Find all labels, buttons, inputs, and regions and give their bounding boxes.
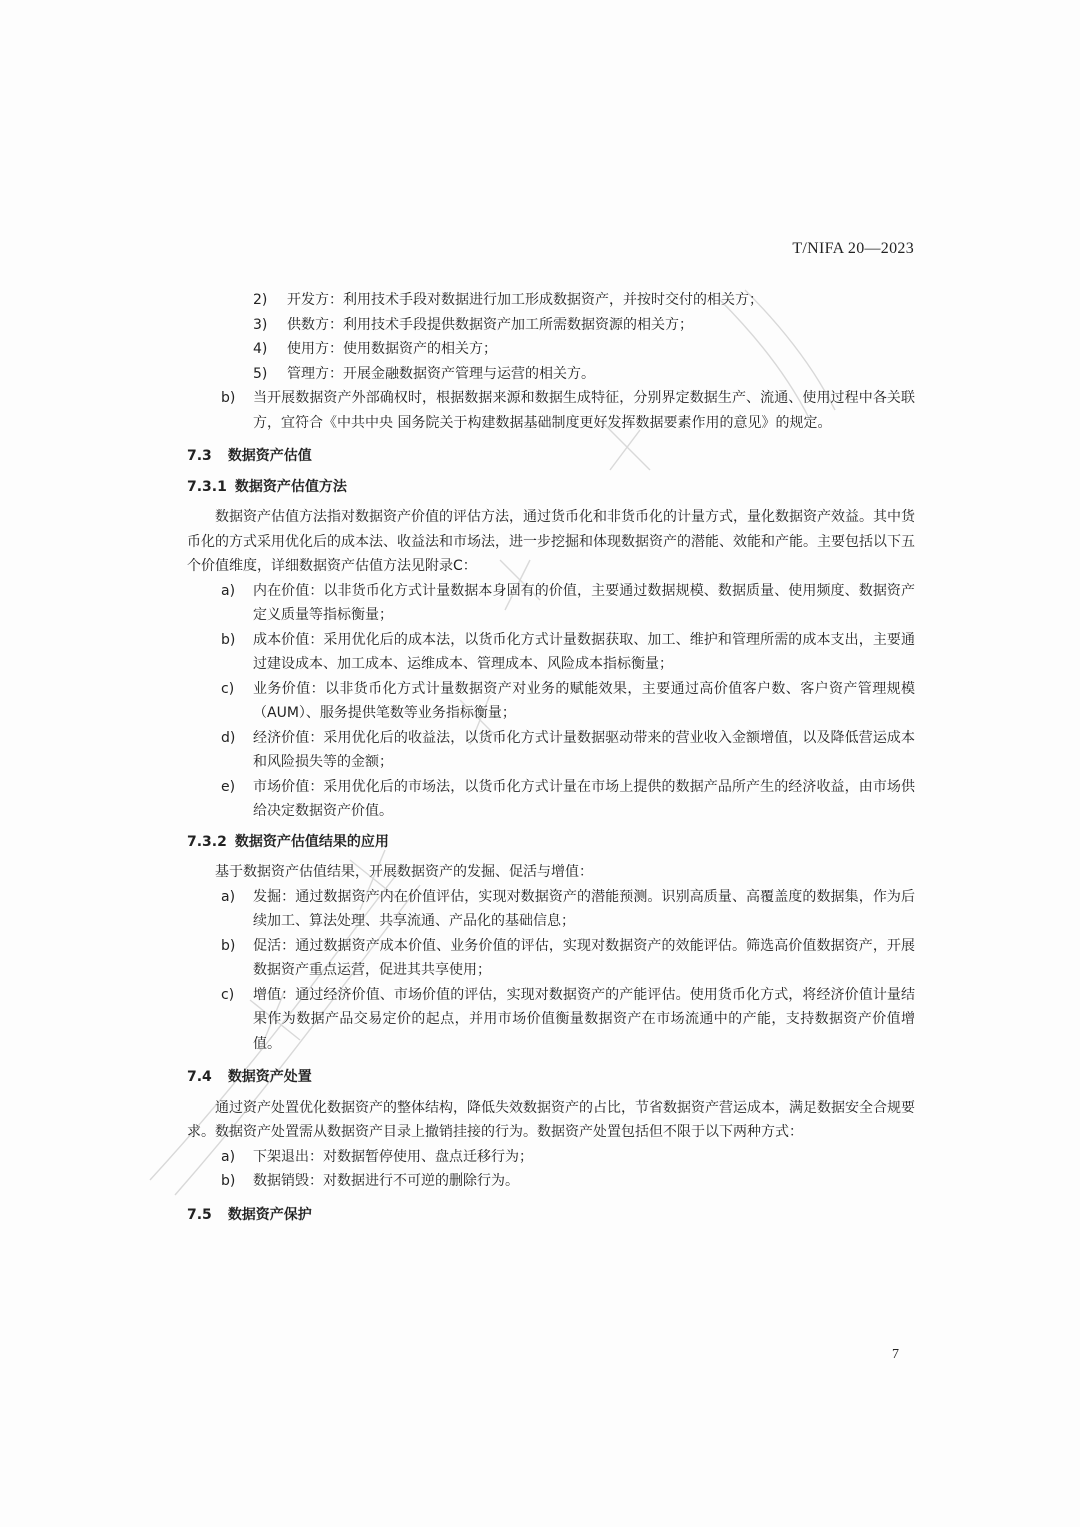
paragraph: 通过资产处置优化数据资产的整体结构，降低失效数据资产的占比，节省数据资产营运成本，满足数据安全合规要求。数据资产处置需从数据资产目录上撤销挂接的行为。数据资产处置包括但不限于以下两种方式： xyxy=(187,1099,915,1140)
list-marker: a) xyxy=(221,582,236,599)
list-marker: c) xyxy=(221,680,235,697)
list-marker: e) xyxy=(221,778,236,795)
section-number: 7.3.1 xyxy=(187,478,227,495)
list-text: 增值：通过经济价值、市场价值的评估，实现对数据资产的产能评估。使用货币化方式，将经济价值计量结果作为数据产品交易定价的起点，并用市场价值衡量数据资产在市场流通中的产能，支持数据资产价值增值。 xyxy=(253,986,915,1052)
list-marker: a) xyxy=(221,1148,236,1165)
section-title: 数据资产保护 xyxy=(227,1206,312,1223)
list-item xyxy=(187,337,915,362)
section-heading-7-3-2 xyxy=(187,830,915,855)
list-text: 供数方：利用技术手段提供数据资产加工所需数据资源的相关方； xyxy=(287,316,693,333)
list-marker: c) xyxy=(221,986,235,1003)
list-item xyxy=(187,313,915,338)
section-heading-7-5 xyxy=(187,1203,915,1228)
document-body xyxy=(187,288,915,1233)
list-marker: 4) xyxy=(253,341,268,357)
list-text: 管理方：开展金融数据资产管理与运营的相关方。 xyxy=(287,365,595,382)
section-heading-7-3 xyxy=(187,444,915,469)
section-number: 7.5 xyxy=(187,1206,212,1223)
list-item xyxy=(187,726,915,775)
list-text: 成本价值：采用优化后的成本法，以货币化方式计量数据获取、加工、维护和管理所需的成本支出，主要通过建设成本、加工成本、运维成本、管理成本、风险成本指标衡量； xyxy=(253,631,915,672)
list-text: 当开展数据资产外部确权时，根据数据来源和数据生成特征，分别界定数据生产、流通、使用过程中各关联方，宜符合《中共中央 国务院关于构建数据基础制度更好发挥数据要素作用的意见》的规定。 xyxy=(253,390,915,431)
list-item xyxy=(187,1145,915,1170)
list-item xyxy=(187,983,915,1057)
list-text: 市场价值：采用优化后的市场法，以货币化方式计量在市场上提供的数据产品所产生的经济收益，由市场供给决定数据资产价值。 xyxy=(253,778,915,819)
list-item xyxy=(187,628,915,677)
list-text: 下架退出：对数据暂停使用、盘点迁移行为； xyxy=(253,1148,533,1165)
list-item xyxy=(187,934,915,983)
list-marker: b) xyxy=(221,937,236,954)
list-marker: b) xyxy=(221,1173,236,1189)
list-item xyxy=(187,288,915,313)
document-code: T/NIFA 20—2023 xyxy=(792,240,914,257)
list-item xyxy=(187,362,915,387)
section-title: 数据资产估值方法 xyxy=(234,478,347,495)
section-heading-7-4 xyxy=(187,1065,915,1090)
list-item xyxy=(187,579,915,628)
list-marker: 5) xyxy=(253,365,268,382)
list-marker: a) xyxy=(221,888,236,905)
list-text: 经济价值：采用优化后的收益法，以货币化方式计量数据驱动带来的营业收入金额增值，以及降低营运成本和风险损失等的金额； xyxy=(253,729,915,770)
section-title: 数据资产估值结果的应用 xyxy=(234,833,389,850)
list-item xyxy=(187,386,915,435)
list-marker: b) xyxy=(221,390,236,406)
page-number: 7 xyxy=(892,1347,899,1362)
section-number: 7.3.2 xyxy=(187,833,227,850)
paragraph: 数据资产估值方法指对数据资产价值的评估方法，通过货币化和非货币化的计量方式，量化数据资产效益。其中货币化的方式采用优化后的成本法、收益法和市场法，进一步挖掘和体现数据资产的潜能、效能和产能。主要包括以下五个价值维度，详细数据资产估值方法见附录C： xyxy=(187,509,915,574)
section-number: 7.3 xyxy=(187,448,212,464)
section-title: 数据资产估值 xyxy=(227,448,312,464)
section-title: 数据资产处置 xyxy=(227,1069,312,1085)
list-marker: 3) xyxy=(253,316,268,333)
list-text: 发掘：通过数据资产内在价值评估，实现对数据资产的潜能预测。识别高质量、高覆盖度的数据集，作为后续加工、算法处理、共享流通、产品化的基础信息； xyxy=(253,888,915,929)
list-text: 促活：通过数据资产成本价值、业务价值的评估，实现对数据资产的效能评估。筛选高价值数据资产，开展数据资产重点运营，促进其共享使用； xyxy=(253,937,915,978)
list-text: 使用方：使用数据资产的相关方； xyxy=(287,341,497,357)
list-item xyxy=(187,1169,915,1194)
list-item xyxy=(187,885,915,934)
list-item xyxy=(187,677,915,726)
section-heading-7-3-1 xyxy=(187,475,915,500)
list-item xyxy=(187,775,915,824)
paragraph: 基于数据资产估值结果，开展数据资产的发掘、促活与增值： xyxy=(215,864,593,880)
list-text: 内在价值：以非货币化方式计量数据本身固有的价值，主要通过数据规模、数据质量、使用频度、数据资产定义质量等指标衡量； xyxy=(253,582,915,623)
list-marker: d) xyxy=(221,729,236,746)
section-number: 7.4 xyxy=(187,1069,212,1085)
list-text: 开发方：利用技术手段对数据进行加工形成数据资产，并按时交付的相关方； xyxy=(287,292,763,308)
list-text: 数据销毁：对数据进行不可逆的删除行为。 xyxy=(253,1173,519,1189)
list-marker: b) xyxy=(221,631,236,648)
list-text: 业务价值：以非货币化方式计量数据资产对业务的赋能效果，主要通过高价值客户数、客户资产管理规模（AUM）、服务提供笔数等业务指标衡量； xyxy=(253,680,915,721)
list-marker: 2) xyxy=(253,292,268,308)
